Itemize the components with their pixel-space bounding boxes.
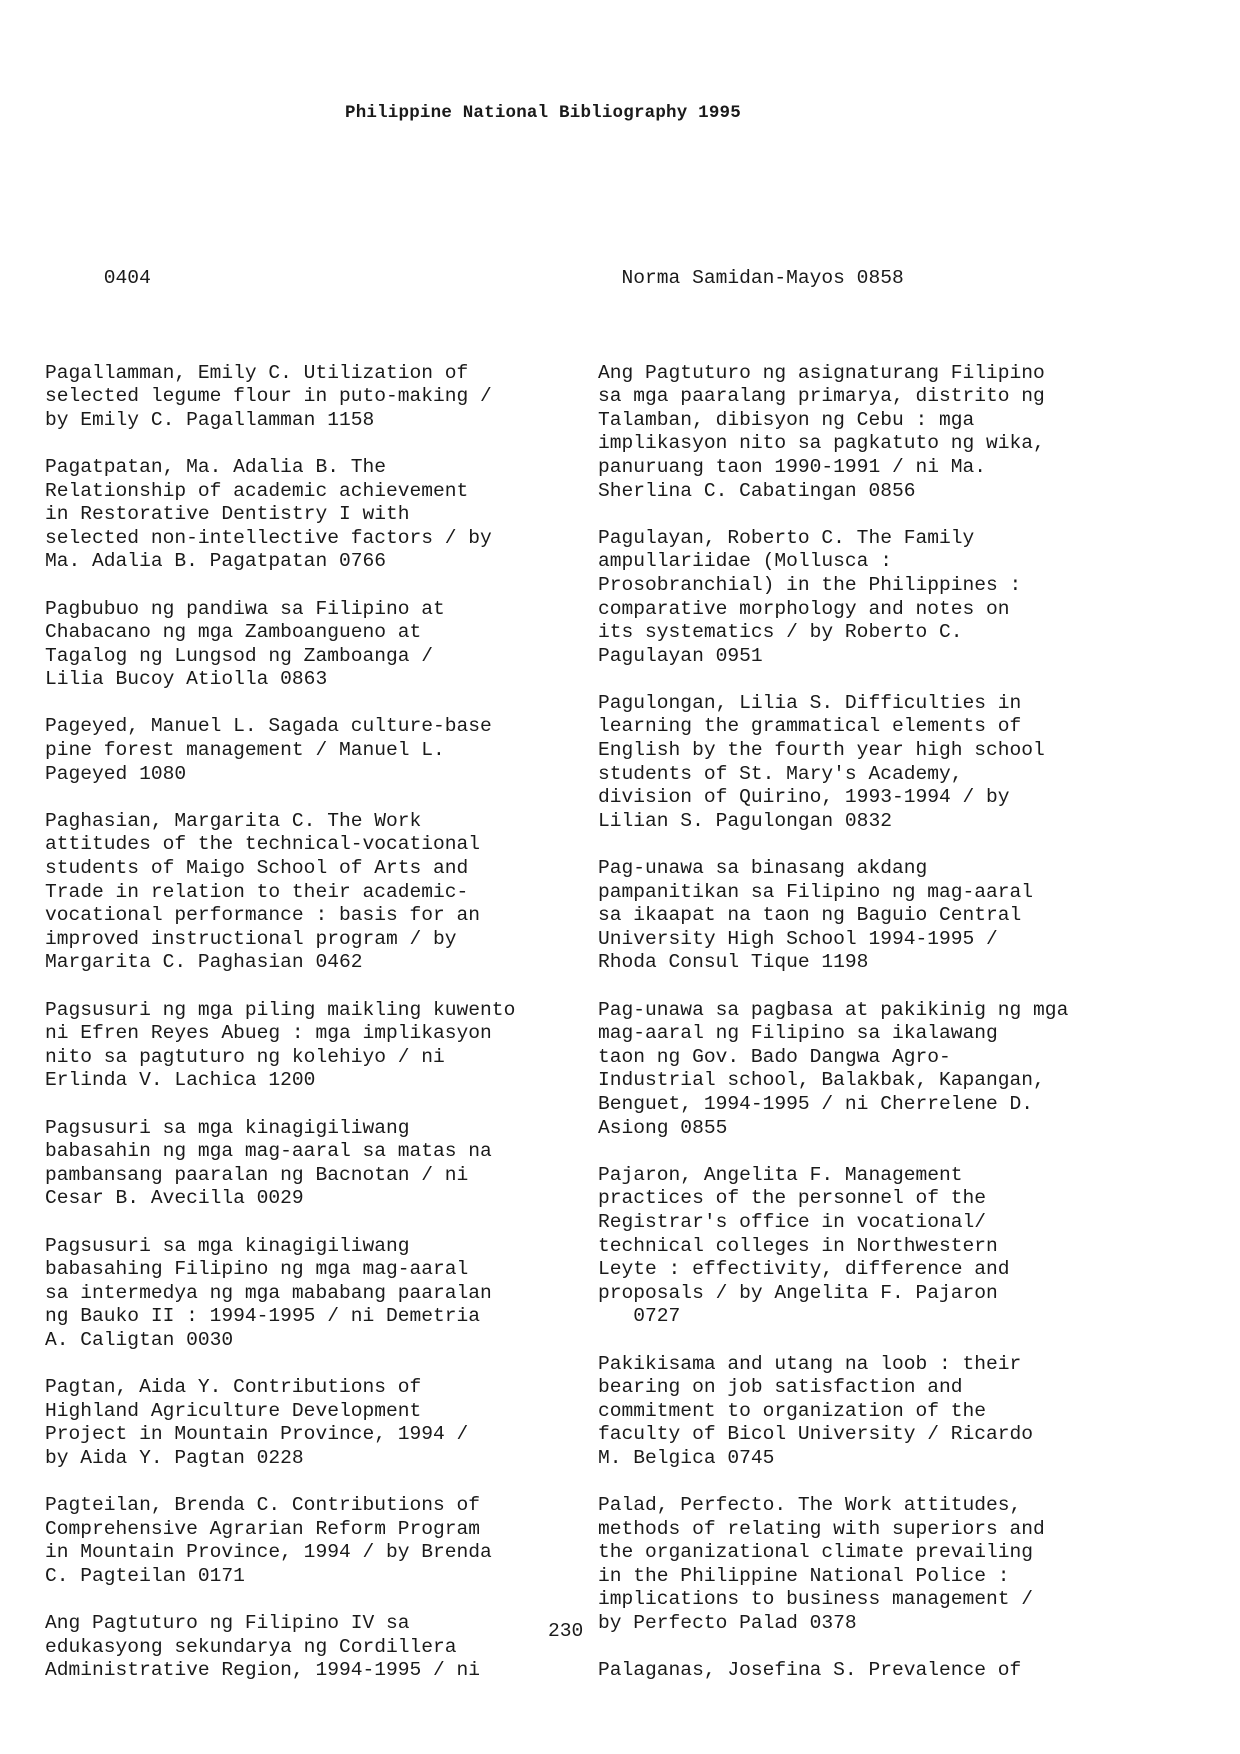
bibliography-entry: [598, 527, 1138, 669]
entry-line: Cesar B. Avecilla 0029: [45, 1187, 304, 1210]
entry-line: sa ikaapat na taon ng Baguio Central: [598, 904, 1022, 927]
entry-line: Pageyed, Manuel L. Sagada culture-base: [45, 715, 492, 738]
entry-line: pampanitikan sa Filipino ng mag-aaral: [598, 880, 1034, 903]
entry-line: sa mga paaralang primarya, distrito ng: [598, 385, 1045, 408]
bibliography-entry: [45, 1235, 585, 1353]
entry-line: Asiong 0855: [598, 1116, 728, 1139]
entry-line: Margarita C. Paghasian 0462: [45, 951, 363, 974]
entry-line: Comprehensive Agrarian Reform Program: [45, 1517, 481, 1540]
entry-line: Pag-unawa sa pagbasa at pakikinig ng mga: [598, 998, 1069, 1021]
entry-line: Pagallamman, Emily C. Utilization of: [45, 361, 469, 384]
entry-line: Project in Mountain Province, 1994 /: [45, 1423, 469, 1446]
bibliography-entry: [45, 362, 585, 433]
right-column: [598, 220, 1138, 1730]
entry-line: Pagulayan, Roberto C. The Family: [598, 526, 975, 549]
entry-line: Pagteilan, Brenda C. Contributions of: [45, 1494, 481, 1517]
entry-line: Chabacano ng mga Zamboangueno at: [45, 621, 422, 644]
entry-line: Lilia Bucoy Atiolla 0863: [45, 668, 328, 691]
bibliography-entry: [598, 1494, 1138, 1636]
entry-line: Highland Agriculture Development: [45, 1399, 422, 1422]
entry-line: English by the fourth year high school: [598, 739, 1045, 762]
entry-line: attitudes of the technical-vocational: [45, 833, 481, 856]
bibliography-entry: [598, 1659, 1138, 1683]
entry-line: by Emily C. Pagallamman 1158: [45, 408, 375, 431]
entry-line: vocational performance : basis for an: [45, 904, 481, 927]
entry-line: sa intermedya ng mga mababang paaralan: [45, 1281, 492, 1304]
entry-line: taon ng Gov. Bado Dangwa Agro-: [598, 1045, 951, 1068]
page-title: Philippine National Bibliography 1995: [345, 103, 741, 123]
entry-line: implikasyon nito sa pagkatuto ng wika,: [598, 432, 1045, 455]
entry-line: proposals / by Angelita F. Pajaron: [598, 1281, 998, 1304]
entry-line: students of Maigo School of Arts and: [45, 857, 469, 880]
entry-line: technical colleges in Northwestern: [598, 1234, 998, 1257]
entry-line: in Mountain Province, 1994 / by Brenda: [45, 1541, 492, 1564]
entry-line: Pagatpatan, Ma. Adalia B. The: [45, 455, 386, 478]
bibliography-entry: [45, 810, 585, 975]
entry-line: Erlinda V. Lachica 1200: [45, 1069, 316, 1092]
entry-line: Pagtan, Aida Y. Contributions of: [45, 1376, 422, 1399]
entry-line: pambansang paaralan ng Bacnotan / ni: [45, 1163, 469, 1186]
bibliography-entry: [45, 1376, 585, 1470]
entry-line: 0727: [598, 1305, 681, 1328]
entry-line: Leyte : effectivity, difference and: [598, 1258, 1010, 1281]
entry-line: methods of relating with superiors and: [598, 1517, 1045, 1540]
entry-line: Rhoda Consul Tique 1198: [598, 951, 869, 974]
page-number: 230: [548, 1620, 584, 1642]
blank-line: [45, 291, 585, 315]
entry-line: M. Belgica 0745: [598, 1446, 775, 1469]
entry-line: Registrar's office in vocational/: [598, 1210, 987, 1233]
bibliography-entry: [45, 1117, 585, 1211]
entry-line: ng Bauko II : 1994-1995 / ni Demetria: [45, 1305, 481, 1328]
left-column: [45, 220, 585, 1730]
entry-line: Ang Pagtuturo ng asignaturang Filipino: [598, 361, 1045, 384]
entry-line: its systematics / by Roberto C.: [598, 621, 963, 644]
bibliography-entry: [45, 999, 585, 1093]
bibliography-entry: [45, 1612, 585, 1683]
entry-line: nito sa pagtuturo ng kolehiyo / ni: [45, 1045, 445, 1068]
entry-line: Pageyed 1080: [45, 762, 187, 785]
entry-line: Pag-unawa sa binasang akdang: [598, 857, 928, 880]
right-column-continuation: [598, 267, 1138, 314]
entry-line: Pakikisama and utang na loob : their: [598, 1352, 1022, 1375]
entry-line: Palad, Perfecto. The Work attitudes,: [598, 1494, 1022, 1517]
entry-line: Trade in relation to their academic-: [45, 880, 469, 903]
entry-line: Pajaron, Angelita F. Management: [598, 1163, 963, 1186]
entry-line: Lilian S. Pagulongan 0832: [598, 809, 892, 832]
bibliography-entry: [598, 362, 1138, 504]
blank-line: [598, 291, 1138, 315]
entry-line: Talamban, dibisyon ng Cebu : mga: [598, 408, 975, 431]
entry-line: by Aida Y. Pagtan 0228: [45, 1446, 304, 1469]
continuation-line: Norma Samidan-Mayos 0858: [598, 267, 904, 290]
entry-line: Pagulongan, Lilia S. Difficulties in: [598, 691, 1022, 714]
entry-line: Pagbubuo ng pandiwa sa Filipino at: [45, 597, 445, 620]
entry-line: in the Philippine National Police :: [598, 1564, 1010, 1587]
entry-line: faculty of Bicol University / Ricardo: [598, 1423, 1034, 1446]
entry-line: A. Caligtan 0030: [45, 1328, 234, 1351]
entry-line: Relationship of academic achievement: [45, 479, 469, 502]
entry-line: panuruang taon 1990-1991 / ni Ma.: [598, 455, 987, 478]
bibliography-entry: [598, 1353, 1138, 1471]
entry-line: Paghasian, Margarita C. The Work: [45, 809, 422, 832]
entry-line: Pagsusuri ng mga piling maikling kuwento: [45, 998, 516, 1021]
entry-line: University High School 1994-1995 /: [598, 927, 998, 950]
entry-line: comparative morphology and notes on: [598, 597, 1010, 620]
entry-line: ampullariidae (Mollusca :: [598, 550, 892, 573]
right-entry-list: [598, 362, 1138, 1683]
entry-line: in Restorative Dentistry I with: [45, 503, 410, 526]
entry-line: commitment to organization of the: [598, 1399, 987, 1422]
entry-line: C. Pagteilan 0171: [45, 1564, 245, 1587]
entry-line: bearing on job satisfaction and: [598, 1376, 963, 1399]
entry-line: by Perfecto Palad 0378: [598, 1612, 857, 1635]
entry-line: Ang Pagtuturo ng Filipino IV sa: [45, 1612, 410, 1635]
entry-line: division of Quirino, 1993-1994 / by: [598, 786, 1010, 809]
entry-line: selected legume flour in puto-making /: [45, 385, 492, 408]
entry-line: Pagulayan 0951: [598, 644, 763, 667]
bibliography-entry: [45, 715, 585, 786]
entry-line: students of St. Mary's Academy,: [598, 762, 963, 785]
bibliography-entry: [45, 598, 585, 692]
entry-line: Tagalog ng Lungsod ng Zamboanga /: [45, 644, 434, 667]
entry-line: mag-aaral ng Filipino sa ikalawang: [598, 1022, 998, 1045]
left-entry-list: [45, 362, 585, 1683]
entry-line: the organizational climate prevailing: [598, 1541, 1034, 1564]
entry-line: implications to business management /: [598, 1588, 1034, 1611]
entry-line: Industrial school, Balakbak, Kapangan,: [598, 1069, 1045, 1092]
entry-line: Sherlina C. Cabatingan 0856: [598, 479, 916, 502]
entry-line: selected non-intellective factors / by: [45, 526, 492, 549]
entry-line: Benguet, 1994-1995 / ni Cherrelene D.: [598, 1092, 1034, 1115]
entry-line: Ma. Adalia B. Pagatpatan 0766: [45, 550, 386, 573]
bibliography-entry: [45, 1494, 585, 1588]
bibliography-entry: [598, 692, 1138, 834]
bibliography-entry: [45, 456, 585, 574]
entry-line: Pagsusuri sa mga kinagigiliwang: [45, 1234, 410, 1257]
entry-line: Prosobranchial) in the Philippines :: [598, 573, 1022, 596]
bibliography-entry: [598, 999, 1138, 1141]
entry-line: babasahing Filipino ng mga mag-aaral: [45, 1258, 469, 1281]
entry-line: practices of the personnel of the: [598, 1187, 987, 1210]
entry-line: Palaganas, Josefina S. Prevalence of: [598, 1659, 1022, 1682]
bibliography-entry: [598, 1164, 1138, 1329]
entry-line: Pagsusuri sa mga kinagigiliwang: [45, 1116, 410, 1139]
entry-line: edukasyong sekundarya ng Cordillera: [45, 1635, 457, 1658]
entry-line: improved instructional program / by: [45, 927, 457, 950]
entry-line: ni Efren Reyes Abueg : mga implikasyon: [45, 1022, 492, 1045]
continuation-line: 0404: [45, 267, 151, 290]
entry-line: learning the grammatical elements of: [598, 715, 1022, 738]
entry-line: pine forest management / Manuel L.: [45, 739, 445, 762]
entry-line: babasahin ng mga mag-aaral sa matas na: [45, 1140, 492, 1163]
entry-line: Administrative Region, 1994-1995 / ni: [45, 1659, 481, 1682]
left-column-continuation: [45, 267, 585, 314]
bibliography-entry: [598, 857, 1138, 975]
